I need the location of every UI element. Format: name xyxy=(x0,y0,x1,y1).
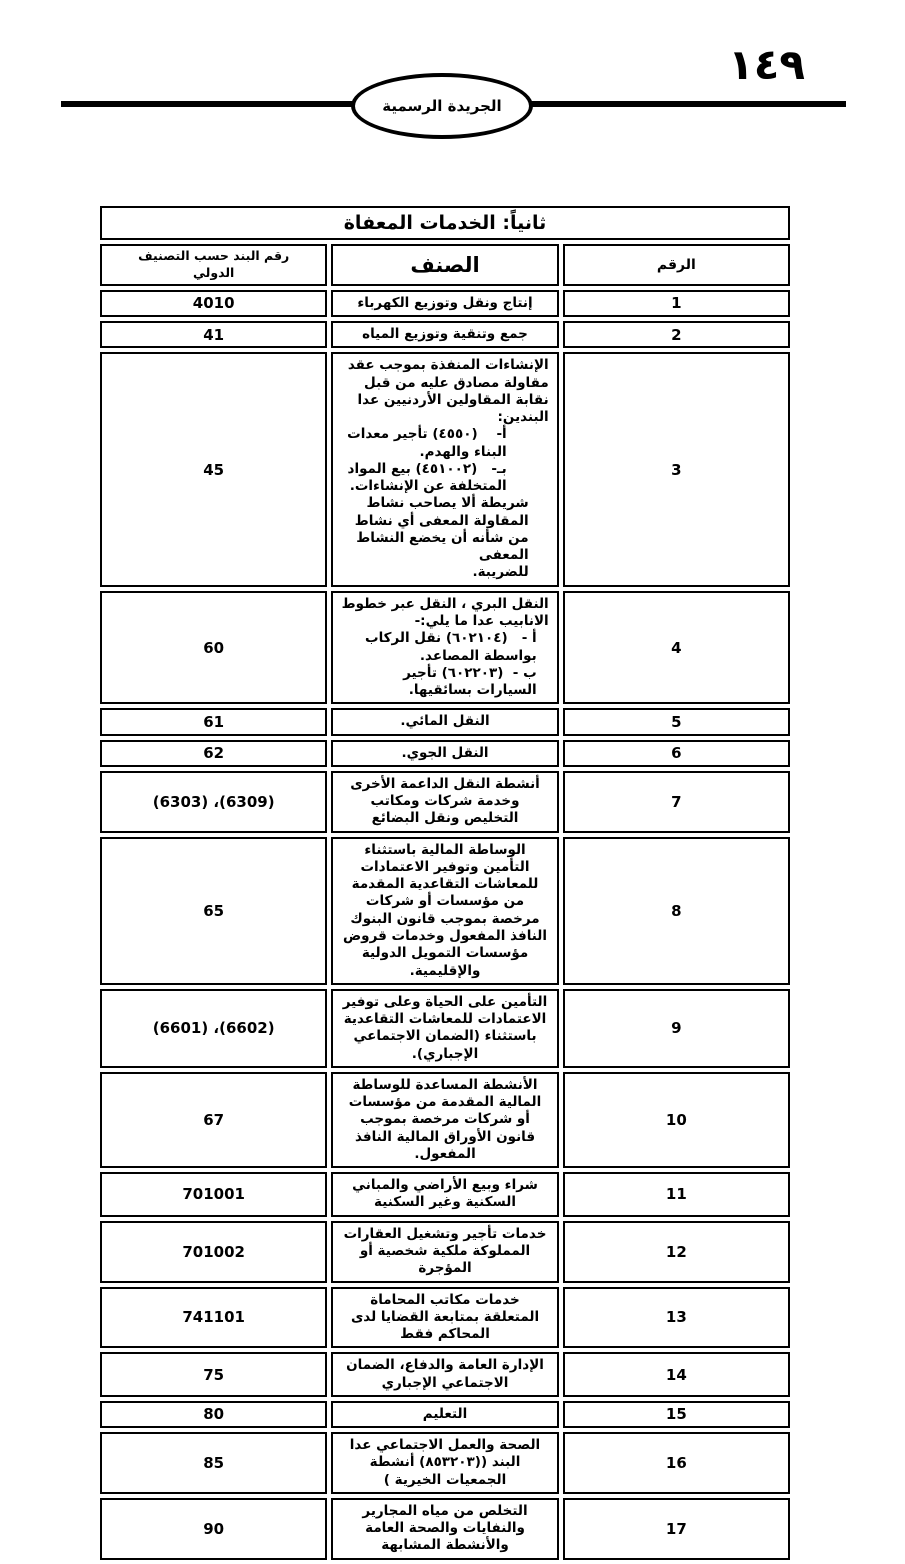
table-row xyxy=(100,989,790,1068)
row-serial: 13 xyxy=(563,1287,790,1349)
table-row xyxy=(100,290,790,317)
row-code: (6602)، (6601) xyxy=(100,989,327,1068)
category-line: شريطة ألا يصاحب نشاط المقاولة المعفى أي نشاط من شأنه أن يخضع النشاط المعفى xyxy=(354,495,529,564)
row-category xyxy=(331,1287,558,1349)
category-line: الإنشاءات المنفذة بموجب عقد مقاولة مصادق عليه من قبل نقابة المقاولين الأردنيين عدا البندين: xyxy=(347,357,549,426)
row-serial: 5 xyxy=(563,708,790,735)
category-line: الإدارة العامة والدفاع، الضمان الاجتماعي الإجباري xyxy=(346,1357,544,1391)
column-header-category: الصنف xyxy=(331,244,558,286)
row-serial: 3 xyxy=(563,352,790,586)
row-code: 701001 xyxy=(100,1172,327,1217)
table-row xyxy=(100,1498,790,1560)
table-row xyxy=(100,708,790,735)
row-code: 65 xyxy=(100,837,327,985)
row-code: 61 xyxy=(100,708,327,735)
row-category xyxy=(331,1498,558,1560)
category-line: أ - (٦٠٢١٠٤) نقل الركاب بواسطة المصاعد. xyxy=(365,630,537,664)
table-row xyxy=(100,321,790,348)
row-category xyxy=(331,837,558,985)
table-row xyxy=(100,771,790,833)
row-serial: 12 xyxy=(563,1221,790,1283)
row-serial: 1 xyxy=(563,290,790,317)
row-category xyxy=(331,740,558,767)
row-category xyxy=(331,771,558,833)
category-line: خدمات مكاتب المحاماة المتعلقة بمتابعة القضايا لدى المحاكم فقط xyxy=(350,1291,540,1343)
row-code: 67 xyxy=(100,1072,327,1168)
column-header-serial: الرقم xyxy=(563,244,790,286)
category-line: النقل البري ، النقل عبر خطوط الانابيب عدا ما يلي:- xyxy=(341,595,549,629)
gazette-name: الجريدة الرسمية xyxy=(382,97,502,115)
row-code: 80 xyxy=(100,1401,327,1428)
table-body xyxy=(100,290,790,1560)
category-line: النقل المائي. xyxy=(400,713,490,730)
category-line: الأنشطة المساعدة للوساطة المالية المقدمة من مؤسسات أو شركات مرخصة بموجب قانون الأوراق المالية النافذ المفعول. xyxy=(348,1076,542,1162)
table-row xyxy=(100,591,790,705)
table-row xyxy=(100,837,790,985)
category-line: التخلص من مياه المجارير والنفايات والصحة العامة والأنشطة المشابهة xyxy=(362,1502,528,1554)
row-category xyxy=(331,352,558,586)
row-serial: 6 xyxy=(563,740,790,767)
row-code: 75 xyxy=(100,1352,327,1397)
row-code: 60 xyxy=(100,591,327,705)
row-code: (6309)، (6303) xyxy=(100,771,327,833)
row-category xyxy=(331,989,558,1068)
category-line: أنشطة النقل الداعمة الأخرى وخدمة شركات ومكاتب التخليص ونقل البضائع xyxy=(350,775,540,827)
table-title: ثانياً: الخدمات المعفاة xyxy=(100,206,790,240)
category-line: التأمين على الحياة وعلى توفير الاعتمادات للمعاشات التقاعدية باستثناء (الضمان الاجتماعي الإجباري). xyxy=(342,993,548,1062)
category-line: إنتاج ونقل وتوزيع الكهرباء xyxy=(357,294,533,311)
row-serial: 16 xyxy=(563,1432,790,1494)
category-line: جمع وتنقية وتوزيع المياه xyxy=(362,326,528,343)
table-row xyxy=(100,1352,790,1397)
category-line: للضريبة. xyxy=(472,564,529,581)
row-category xyxy=(331,1401,558,1428)
row-serial: 9 xyxy=(563,989,790,1068)
row-category xyxy=(331,1352,558,1397)
row-code: 741101 xyxy=(100,1287,327,1349)
row-serial: 11 xyxy=(563,1172,790,1217)
row-category xyxy=(331,708,558,735)
category-line: ب - (٦٠٢٢٠٣) تأجير السيارات بسائقيها. xyxy=(403,664,537,699)
row-category xyxy=(331,1221,558,1283)
category-line: شراء وبيع الأراضي والمباني السكنية وغير السكنية xyxy=(352,1177,538,1211)
row-code: 41 xyxy=(100,321,327,348)
gazette-seal xyxy=(351,73,533,139)
table-header-row xyxy=(100,244,790,286)
category-line: التعليم xyxy=(422,1405,468,1422)
category-line: الوساطة المالية باستثناء التأمين وتوفير الاعتمادات للمعاشات التقاعدية المقدمة من مؤسسات أو شركات مرخصة بموجب قانون البنوك النافذ المفعول وخدمات قروض مؤسسات التمويل الدولية والإقليمية. xyxy=(343,841,547,979)
row-code: 62 xyxy=(100,740,327,767)
exempted-services-table xyxy=(96,202,794,1564)
category-line: النقل الجوي. xyxy=(401,744,489,761)
row-serial: 17 xyxy=(563,1498,790,1560)
row-serial: 2 xyxy=(563,321,790,348)
row-serial: 7 xyxy=(563,771,790,833)
row-category xyxy=(331,290,558,317)
row-serial: 8 xyxy=(563,837,790,985)
row-code: 85 xyxy=(100,1432,327,1494)
table-row xyxy=(100,1072,790,1168)
table-row xyxy=(100,1432,790,1494)
row-category xyxy=(331,321,558,348)
category-line: خدمات تأجير وتشغيل العقارات المملوكة ملكية شخصية أو المؤجرة xyxy=(343,1225,547,1277)
row-serial: 15 xyxy=(563,1401,790,1428)
category-line: بـ- (٤٥١٠٠٢) بيع المواد المتخلفة عن الإنشاءات. xyxy=(347,460,507,495)
row-category xyxy=(331,591,558,705)
page-number: ١٤٩ xyxy=(728,40,805,89)
table-row xyxy=(100,740,790,767)
category-line: أ- (٤٥٥٠) تأجير معدات البناء والهدم. xyxy=(347,426,507,460)
row-code: 701002 xyxy=(100,1221,327,1283)
table-row xyxy=(100,1401,790,1428)
table-row xyxy=(100,1172,790,1217)
row-code: 4010 xyxy=(100,290,327,317)
table-row xyxy=(100,1287,790,1349)
row-serial: 4 xyxy=(563,591,790,705)
row-serial: 10 xyxy=(563,1072,790,1168)
row-category xyxy=(331,1072,558,1168)
table-row xyxy=(100,352,790,586)
category-line: الصحة والعمل الاجتماعي عدا البند ((٨٥٣٢٠٣) أنشطة الجمعيات الخيرية ) xyxy=(349,1437,541,1488)
row-serial: 14 xyxy=(563,1352,790,1397)
row-category xyxy=(331,1172,558,1217)
row-code: 90 xyxy=(100,1498,327,1560)
row-category xyxy=(331,1432,558,1494)
row-code: 45 xyxy=(100,352,327,586)
table-row xyxy=(100,1221,790,1283)
column-header-code: رقم البند حسب التصنيف الدولي xyxy=(100,244,327,286)
table-title-row xyxy=(100,206,790,240)
